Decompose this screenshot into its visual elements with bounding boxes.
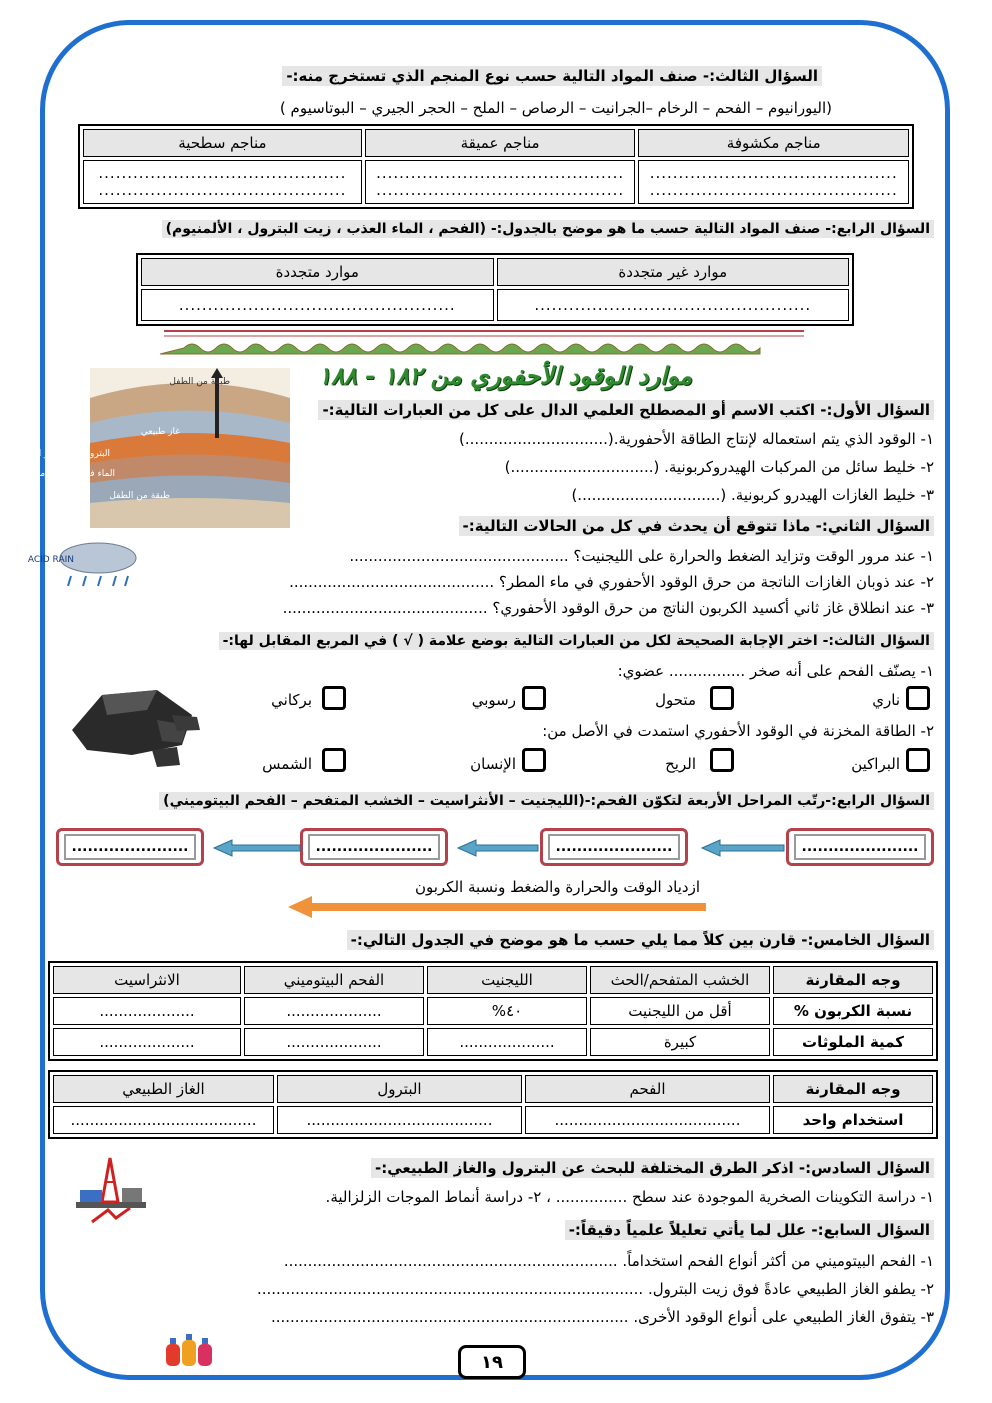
dots: ........................................... bbox=[98, 181, 347, 199]
mines-materials: (اليورانيوم – الفحم – الرخام –الجرانيت – الرصاص – الملح – الحجر الجيري – البوتاسيوم ) bbox=[279, 99, 832, 117]
option-label: رسوبي bbox=[471, 691, 516, 709]
q7-title: السؤال السابع:- علل لما يأتي تعليلاً علمياً دقيقاً:- bbox=[565, 1220, 934, 1240]
mines-answer-open[interactable] bbox=[638, 160, 909, 204]
q2-title: السؤال الثاني:- ماذا تتوقع أن يحدث في كل من الحالات التالية:- bbox=[459, 516, 934, 536]
q7-item[interactable]: ١- الفحم البيتوميني من أكثر أنواع الفحم استخداماً. ...................................................................... bbox=[283, 1252, 934, 1270]
checkbox[interactable] bbox=[522, 686, 546, 710]
resources-header-nonrenewable: موارد غير متجددة bbox=[497, 258, 850, 286]
comparison-table-coal bbox=[48, 961, 938, 1061]
table-header: الغاز الطبيعي bbox=[53, 1075, 274, 1103]
table-cell[interactable]: .................... bbox=[53, 1028, 241, 1056]
mines-header-open: مناجم مكشوفة bbox=[638, 129, 909, 157]
coal-image bbox=[62, 675, 212, 775]
option-label: الشمس bbox=[262, 755, 312, 773]
stage-answer[interactable]: ...................... bbox=[794, 834, 926, 860]
dots: ........................................... bbox=[98, 164, 347, 182]
q3-title: السؤال الثالث:- اختر الإجابة الصحيحة لكل من العبارات التالية بوضع علامة ( √ ) في المربع المقابل لها:- bbox=[219, 632, 934, 650]
q1-title: السؤال الأول:- اكتب الاسم أو المصطلح العلمي الدال على كل من العبارات التالية:- bbox=[318, 400, 934, 420]
stage-box-4[interactable] bbox=[56, 828, 204, 866]
mines-question-title: السؤال الثالث:- صنف المواد التالية حسب نوع المنجم الذي تستخرج منه:- bbox=[282, 66, 822, 86]
q1-item[interactable]: ٢- خليط سائل من المركبات الهيدروكربونية. (..............................) bbox=[504, 458, 934, 476]
diagram-label: طبقة من الطفل bbox=[169, 377, 230, 387]
q1-item[interactable]: ١- الوقود الذي يتم استعماله لإنتاج الطاقة الأحفورية.(..............................) bbox=[459, 430, 934, 448]
q5-title: السؤال الخامس:- قارن بين كلاً مما يلي حسب ما هو موضح في الجدول التالي:- bbox=[347, 930, 934, 950]
row-label: استخدام واحد bbox=[773, 1106, 933, 1134]
oil-rig-icon bbox=[72, 1152, 150, 1228]
table-header: البترول bbox=[277, 1075, 522, 1103]
diagram-label: البترول في الحجر الرملي bbox=[15, 449, 110, 459]
dots: ................................................ bbox=[178, 296, 456, 314]
dots: ........................................... bbox=[376, 164, 625, 182]
row-label: كمية الملوثات bbox=[773, 1028, 933, 1056]
table-cell[interactable]: .................... bbox=[244, 997, 424, 1025]
option-label: بركاني bbox=[271, 691, 312, 709]
mines-header-deep: مناجم عميقة bbox=[365, 129, 636, 157]
table-cell: ٤٠% bbox=[427, 997, 587, 1025]
oil-gas-diagram bbox=[15, 368, 290, 528]
checkbox[interactable] bbox=[906, 686, 930, 710]
q7-item[interactable]: ٣- يتفوق الغاز الطبيعي على أنواع الوقود الأخرى. ........................................................................... bbox=[270, 1308, 934, 1326]
table-cell[interactable]: ....................................... bbox=[53, 1106, 274, 1134]
table-header: وجه المقارنة bbox=[773, 1075, 933, 1103]
checkbox[interactable] bbox=[710, 686, 734, 710]
checkbox[interactable] bbox=[322, 686, 346, 710]
mines-table bbox=[78, 124, 914, 209]
dots: ........................................... bbox=[649, 164, 898, 182]
q2-item[interactable]: ٣- عند انطلاق غاز ثاني أكسيد الكربون الناتج من حرق الوقود الأحفوري؟ ........................................... bbox=[282, 599, 934, 617]
table-cell[interactable]: ....................................... bbox=[277, 1106, 522, 1134]
option-label: ناري bbox=[872, 691, 900, 709]
arrow-caption: ازدياد الوقت والحرارة والضغط ونسبة الكربون bbox=[414, 878, 700, 896]
dots: ................................................ bbox=[534, 296, 812, 314]
diagram-label: غاز طبيعي bbox=[140, 427, 180, 437]
option-label: متحول bbox=[655, 691, 696, 709]
mines-answer-surface[interactable] bbox=[83, 160, 362, 204]
table-cell[interactable]: .................... bbox=[244, 1028, 424, 1056]
option-label: الإنسان bbox=[470, 755, 516, 773]
section-title: موارد الوقود الأحفوري من ١٨٢ - ١٨٨ bbox=[318, 362, 692, 390]
resources-answer-nonrenewable[interactable] bbox=[497, 289, 850, 321]
table-header: الفحم bbox=[525, 1075, 770, 1103]
checkbox[interactable] bbox=[522, 748, 546, 772]
table-cell[interactable]: ....................................... bbox=[525, 1106, 770, 1134]
stage-arrows bbox=[210, 838, 790, 858]
table-header: الليجنيت bbox=[427, 966, 587, 994]
q6-title: السؤال السادس:- اذكر الطرق المختلفة للبحث عن البترول والغاز الطبيعي:- bbox=[371, 1158, 934, 1178]
decorative-divider bbox=[164, 328, 804, 358]
table-header: وجه المقارنة bbox=[773, 966, 933, 994]
resources-question-title: السؤال الرابع:- صنف المواد التالية حسب ما هو موضح بالجدول:- (الفحم ، الماء العذب ، زيت البترول ، الألمنيوم) bbox=[162, 220, 934, 238]
increase-arrow bbox=[286, 894, 710, 920]
row-label: نسبة الكربون % bbox=[773, 997, 933, 1025]
table-header: الفحم البيتوميني bbox=[244, 966, 424, 994]
q2-item[interactable]: ١- عند مرور الوقت وتزايد الضغط والحرارة على الليجنيت؟ .............................................. bbox=[349, 547, 934, 565]
stage-box-1[interactable] bbox=[786, 828, 934, 866]
table-cell: كبيرة bbox=[590, 1028, 770, 1056]
acid-rain-label: ACID RAIN bbox=[27, 555, 74, 565]
q6-answer[interactable]: ١- دراسة التكوينات الصخرية الموجودة عند سطح ............... ، ٢- دراسة أنماط الموجات الزلزالية. bbox=[325, 1188, 934, 1206]
table-cell[interactable]: .................... bbox=[427, 1028, 587, 1056]
table-cell: أقل من الليجنيت bbox=[590, 997, 770, 1025]
mines-header-surface: مناجم سطحية bbox=[83, 129, 362, 157]
stage-answer[interactable]: ...................... bbox=[548, 834, 680, 860]
q7-item[interactable]: ٢- يطفو الغاز الطبيعي عادةً فوق زيت البترول. ................................................................................. bbox=[256, 1280, 934, 1298]
q3-item2: ٢- الطاقة المخزنة في الوقود الأحفوري استمدت في الأصل من: bbox=[542, 722, 934, 740]
stage-answer[interactable]: ...................... bbox=[64, 834, 196, 860]
q1-item[interactable]: ٣- خليط الغازات الهيدرو كربونية. (..............................) bbox=[571, 486, 934, 504]
comparison-table-fuels bbox=[48, 1070, 938, 1139]
checkbox[interactable] bbox=[906, 748, 930, 772]
option-label: الريح bbox=[665, 755, 696, 773]
mines-answer-deep[interactable] bbox=[365, 160, 636, 204]
table-header: الخشب المتفحم/الحث bbox=[590, 966, 770, 994]
q2-item[interactable]: ٢- عند ذوبان الغازات الناتجة من حرق الوقود الأحفوري في ماء المطر؟ ........................................... bbox=[289, 573, 934, 591]
resources-answer-renewable[interactable] bbox=[141, 289, 494, 321]
diagram-label: الماء في الحجر الرملي bbox=[29, 469, 115, 479]
q4-title: السؤال الرابع:-رتّب المراحل الأربعة لتكوّن الفحم:-(الليجنيت – الأنثراسيت – الخشب المتفحم – الفحم البيتوميني) bbox=[159, 792, 934, 810]
table-header: الانثراسيت bbox=[53, 966, 241, 994]
resources-header-renewable: موارد متجددة bbox=[141, 258, 494, 286]
diagram-label: طبقة من الطفل bbox=[109, 491, 170, 501]
page-number: ١٩ bbox=[458, 1345, 526, 1379]
checkbox[interactable] bbox=[322, 748, 346, 772]
gas-cylinders-icon bbox=[162, 1330, 224, 1370]
option-label: البراكين bbox=[851, 755, 900, 773]
dots: ........................................... bbox=[649, 181, 898, 199]
resources-table bbox=[136, 253, 854, 326]
checkbox[interactable] bbox=[710, 748, 734, 772]
acid-rain-icon bbox=[27, 540, 140, 592]
stage-answer[interactable]: ...................... bbox=[308, 834, 440, 860]
table-cell[interactable]: .................... bbox=[53, 997, 241, 1025]
q3-item1: ١- يصنّف الفحم على أنه صخر ................ عضوي: bbox=[617, 662, 934, 680]
dots: ........................................... bbox=[376, 181, 625, 199]
